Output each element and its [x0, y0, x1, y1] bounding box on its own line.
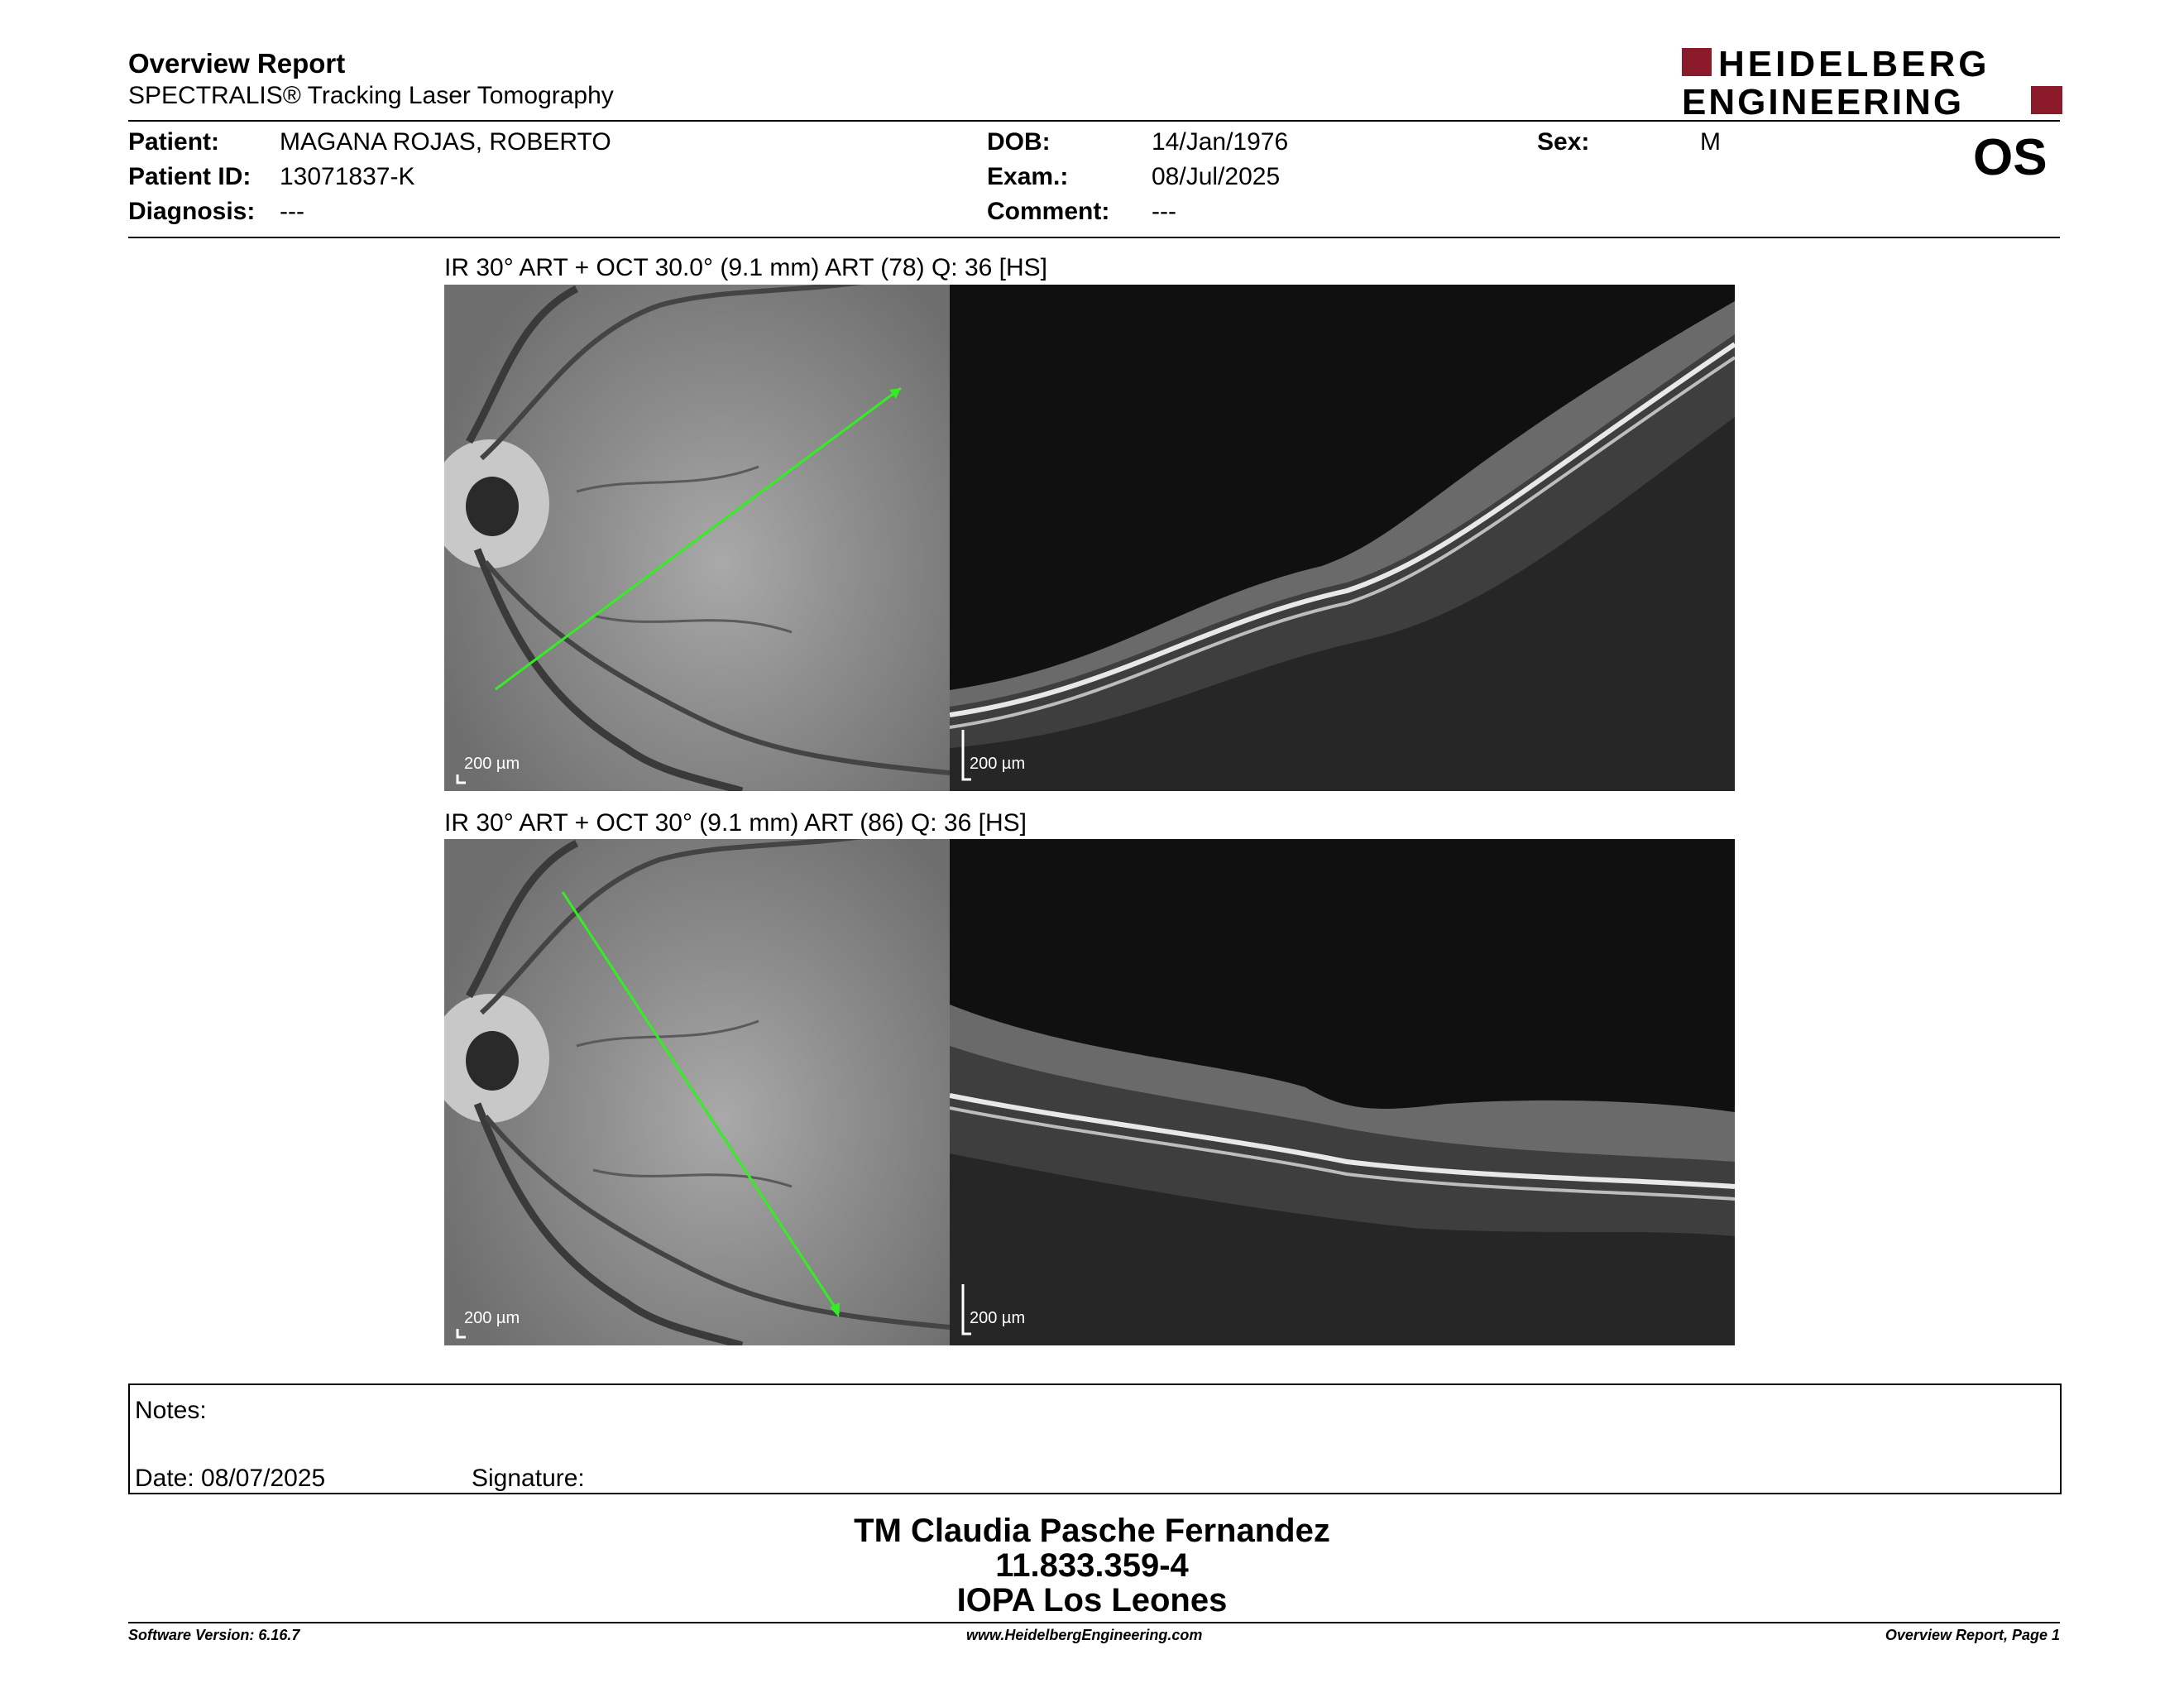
heidelberg-logo: [1682, 43, 2062, 122]
notes-box[interactable]: [128, 1383, 2062, 1494]
scan-2-oct-scale: 200 µm: [970, 1309, 1026, 1327]
patient-label: Patient:: [128, 128, 220, 156]
scan-1-oct-image[interactable]: [950, 285, 1735, 791]
scan-1-fundus-drawing: [444, 285, 950, 791]
report-title: Overview Report: [128, 48, 346, 79]
scan-1-retina-drawing: [950, 285, 1735, 791]
signatory-place: IOPA Los Leones: [956, 1582, 1228, 1618]
scan-1-title: IR 30° ART + OCT 30.0° (9.1 mm) ART (78) Q: 36 [HS]: [444, 254, 1047, 281]
sex-label: Sex:: [1537, 128, 1590, 156]
brand-line1: HEIDELBERG: [1718, 44, 1990, 84]
scan-2-fundus-drawing: [444, 839, 950, 1345]
exam-label: Exam.:: [987, 163, 1069, 190]
dob-label: DOB:: [987, 128, 1051, 156]
signatory-name: TM Claudia Pasche Fernandez: [854, 1513, 1330, 1549]
scan-2-retina-drawing: [950, 839, 1735, 1345]
scan-1-ir-scale: 200 µm: [464, 755, 520, 773]
patient-id-label: Patient ID:: [128, 163, 251, 190]
scan-2-scan-line: [563, 892, 839, 1313]
dob-value: 14/Jan/1976: [1152, 128, 1289, 156]
diagnosis-label: Diagnosis:: [128, 198, 256, 225]
eye-indicator: OS: [1973, 129, 2048, 186]
sex-value: M: [1700, 128, 1721, 156]
scan-2-ir-scale-bar: [457, 1329, 466, 1337]
exam-value: 08/Jul/2025: [1152, 163, 1281, 190]
page-indicator: Overview Report, Page 1: [1885, 1627, 2060, 1643]
footer-divider: [128, 1622, 2060, 1623]
scan-2-oct-image[interactable]: [950, 839, 1735, 1345]
notes-label: Notes:: [135, 1397, 207, 1424]
scan-1-ir-image[interactable]: [444, 285, 950, 791]
software-version: Software Version: 6.16.7: [128, 1627, 300, 1643]
brand-line2: ENGINEERING: [1682, 82, 1965, 122]
scan-2-ir-image[interactable]: [444, 839, 950, 1345]
comment-label: Comment:: [987, 198, 1110, 225]
signature-label: Signature:: [472, 1465, 585, 1492]
scan-1-scan-line: [496, 388, 901, 689]
patient-divider: [128, 237, 2060, 238]
website-link[interactable]: www.HeidelbergEngineering.com: [966, 1627, 1203, 1643]
report-subtitle: SPECTRALIS® Tracking Laser Tomography: [128, 82, 614, 109]
patient-id: 13071837-K: [280, 163, 415, 190]
scan-1-oct-scale: 200 µm: [970, 755, 1026, 773]
diagnosis-value: ---: [280, 198, 304, 225]
patient-name: MAGANA ROJAS, ROBERTO: [280, 128, 611, 156]
header-divider: [128, 120, 2060, 122]
date-label: Date: 08/07/2025: [135, 1465, 326, 1492]
signatory-id: 11.833.359-4: [995, 1547, 1189, 1584]
comment-value: ---: [1152, 198, 1176, 225]
scan-2-ir-scale: 200 µm: [464, 1309, 520, 1327]
scan-1-arrow-head: [889, 388, 901, 399]
scan-1-ir-scale-bar: [457, 774, 466, 783]
scan-2-title: IR 30° ART + OCT 30° (9.1 mm) ART (86) Q: 36 [HS]: [444, 809, 1027, 837]
